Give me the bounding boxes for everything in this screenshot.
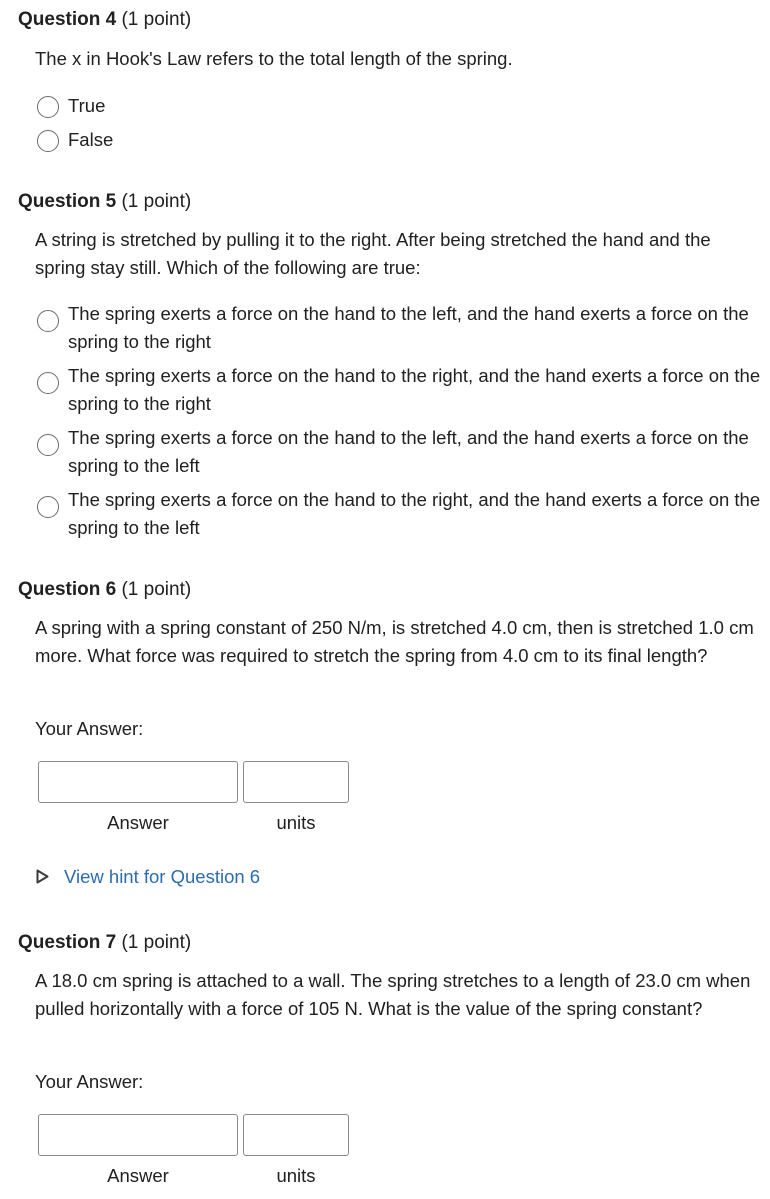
question-7-points: (1 point) — [121, 932, 192, 953]
option-label[interactable]: The spring exerts a force on the hand to the right, and the hand exerts a force on the spring to the right — [68, 365, 761, 414]
question-6-number: Question 6 — [18, 579, 117, 600]
question-5-points: (1 point) — [121, 191, 192, 212]
radio-button[interactable] — [37, 310, 59, 332]
radio-button[interactable] — [37, 434, 59, 456]
question-6-title — [18, 578, 191, 602]
option-label[interactable]: True — [68, 95, 106, 116]
option-label[interactable]: The spring exerts a force on the hand to the right, and the hand exerts a force on the spring to the left — [68, 489, 761, 538]
question-5-text: A string is stretched by pulling it to the right. After being stretched the hand and the spring stay still. Which of the following are true: — [35, 229, 711, 278]
option-label[interactable]: The spring exerts a force on the hand to the left, and the hand exerts a force on the spring to the left — [68, 427, 749, 476]
radio-button[interactable] — [37, 372, 59, 394]
option-label[interactable]: The spring exerts a force on the hand to the left, and the hand exerts a force on the spring to the right — [68, 303, 749, 352]
question-4-points: (1 point) — [121, 9, 192, 30]
question-4-number: Question 4 — [18, 9, 117, 30]
question-5-number: Question 5 — [18, 191, 117, 212]
option-label[interactable]: False — [68, 129, 114, 150]
hint-toggle[interactable] — [36, 865, 260, 889]
units-input[interactable] — [243, 1114, 349, 1156]
answer-field-label: Answer — [107, 812, 169, 833]
radio-button[interactable] — [37, 496, 59, 518]
units-field-label: units — [276, 1165, 316, 1186]
units-field-label: units — [276, 812, 316, 833]
question-4-text: The x in Hook's Law refers to the total length of the spring. — [35, 48, 513, 69]
triangle-right-icon — [36, 869, 49, 884]
question-7-title — [18, 931, 191, 955]
units-input[interactable] — [243, 761, 349, 803]
radio-button[interactable] — [37, 96, 59, 118]
answer-input[interactable] — [38, 761, 238, 803]
question-4-title — [18, 8, 191, 32]
hint-link[interactable]: View hint for Question 6 — [64, 866, 261, 887]
answer-input[interactable] — [38, 1114, 238, 1156]
your-answer-label: Your Answer: — [35, 1071, 144, 1092]
question-5-title — [18, 190, 191, 214]
question-6-text: A spring with a spring constant of 250 N/m, is stretched 4.0 cm, then is stretched 1.0 cm more. What force was required to stretch the spring from 4.0 cm to its final length? — [35, 617, 754, 666]
radio-button[interactable] — [37, 130, 59, 152]
question-7-number: Question 7 — [18, 932, 117, 953]
answer-field-label: Answer — [107, 1165, 169, 1186]
question-6-points: (1 point) — [121, 579, 192, 600]
question-7-text: A 18.0 cm spring is attached to a wall. The spring stretches to a length of 23.0 cm when pulled horizontally with a force of 105 N. What is the value of the spring constant? — [35, 970, 751, 1019]
your-answer-label: Your Answer: — [35, 718, 144, 739]
